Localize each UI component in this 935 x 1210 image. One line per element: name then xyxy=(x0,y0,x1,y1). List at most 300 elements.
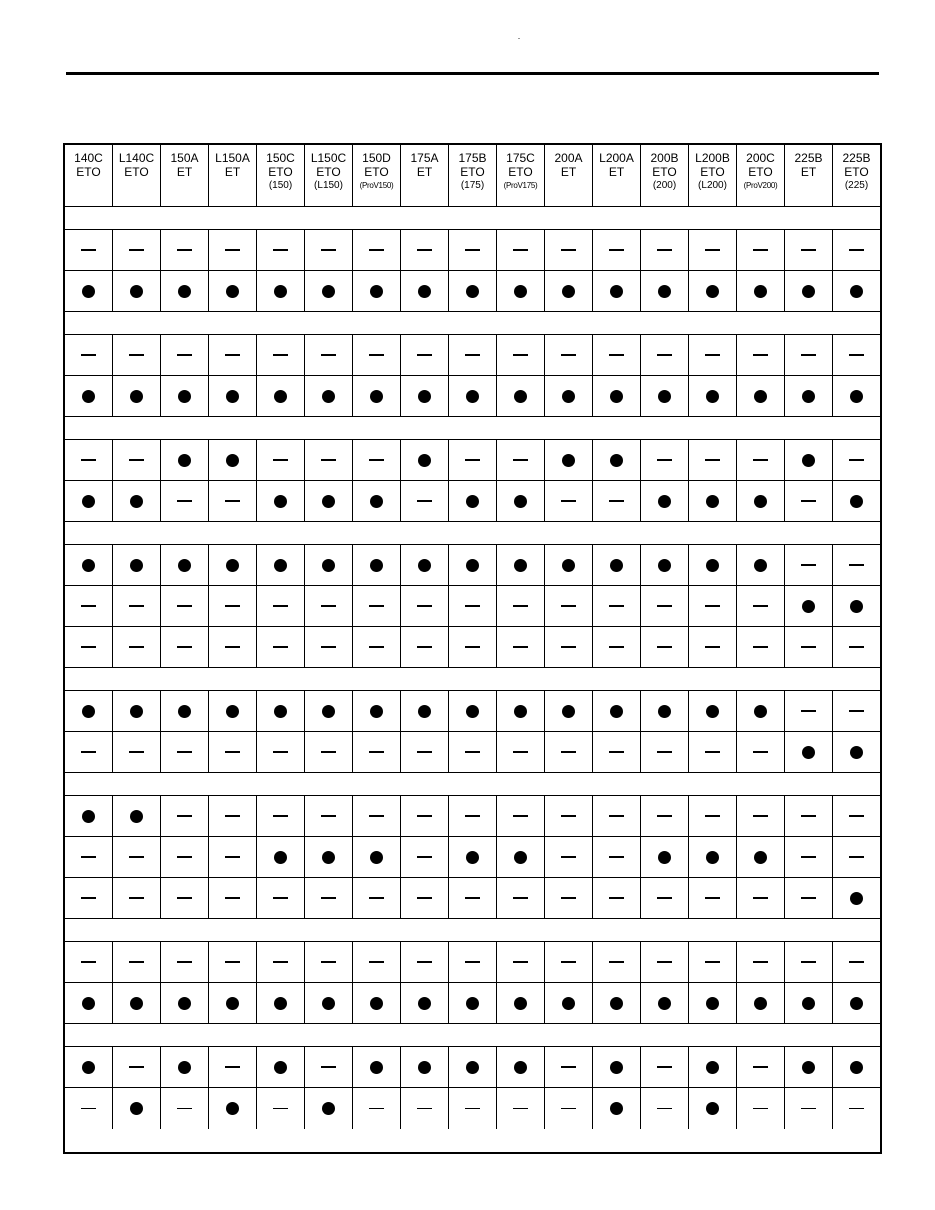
dash-icon xyxy=(369,815,384,817)
filled-dot-icon xyxy=(178,997,191,1010)
table-cell xyxy=(401,878,449,918)
table-cell xyxy=(497,481,545,521)
table-cell xyxy=(785,732,833,772)
filled-dot-icon xyxy=(418,1061,431,1074)
dash-icon xyxy=(273,354,288,356)
table-row xyxy=(65,837,880,878)
dash-icon xyxy=(417,646,432,648)
column-header-line1: 150C xyxy=(266,151,295,165)
table-row xyxy=(65,942,880,983)
table-cell xyxy=(161,983,209,1023)
table-cell xyxy=(497,942,545,982)
table-cell xyxy=(305,878,353,918)
dash-icon xyxy=(753,815,768,817)
column-header xyxy=(689,145,737,206)
table-cell xyxy=(737,1047,785,1087)
table-cell xyxy=(113,376,161,416)
dash-icon xyxy=(801,249,816,251)
table-cell xyxy=(641,440,689,480)
table-cell xyxy=(305,983,353,1023)
column-header-line2: ETO xyxy=(268,165,293,179)
dash-icon xyxy=(465,751,480,753)
table-cell xyxy=(305,1088,353,1129)
table-cell xyxy=(689,627,737,667)
column-header-line2: ETO xyxy=(76,165,101,179)
filled-dot-icon xyxy=(802,997,815,1010)
table-cell xyxy=(449,271,497,311)
table-cell xyxy=(65,230,113,270)
dash-icon xyxy=(657,605,672,607)
table-cell xyxy=(449,691,497,731)
table-cell xyxy=(497,376,545,416)
table-cell xyxy=(305,376,353,416)
table-cell xyxy=(161,942,209,982)
dash-icon xyxy=(417,856,432,858)
table-cell xyxy=(785,586,833,626)
column-header-line3: (ProV150) xyxy=(359,181,394,190)
dash-icon xyxy=(177,646,192,648)
filled-dot-icon xyxy=(658,285,671,298)
table-cell xyxy=(785,1047,833,1087)
dash-icon xyxy=(225,249,240,251)
filled-dot-icon xyxy=(322,285,335,298)
table-cell xyxy=(497,732,545,772)
table-cell xyxy=(545,837,593,877)
table-cell xyxy=(257,335,305,375)
table-cell xyxy=(545,440,593,480)
column-header-line1: 200C xyxy=(746,151,775,165)
table-cell xyxy=(785,796,833,836)
table-cell xyxy=(401,586,449,626)
filled-dot-icon xyxy=(370,851,383,864)
dash-icon xyxy=(81,459,96,461)
table-cell xyxy=(593,796,641,836)
table-cell xyxy=(65,545,113,585)
column-header-line2: ETO xyxy=(508,165,533,179)
table-cell xyxy=(641,732,689,772)
table-cell xyxy=(401,335,449,375)
dash-icon xyxy=(321,897,336,899)
dash-icon xyxy=(609,897,624,899)
dash-icon xyxy=(177,354,192,356)
table-cell xyxy=(689,732,737,772)
table-cell xyxy=(449,376,497,416)
table-cell xyxy=(641,545,689,585)
table-cell xyxy=(305,1047,353,1087)
dash-icon xyxy=(81,856,96,858)
column-header-line2: ETO xyxy=(748,165,773,179)
table-cell xyxy=(545,230,593,270)
top-rule xyxy=(66,72,879,75)
table-row xyxy=(65,627,880,668)
dash-icon xyxy=(177,249,192,251)
table-cell xyxy=(353,837,401,877)
dash-icon xyxy=(849,249,864,251)
dash-icon xyxy=(225,751,240,753)
dash-icon xyxy=(801,815,816,817)
table-cell xyxy=(833,230,880,270)
dash-icon xyxy=(417,605,432,607)
dash-icon xyxy=(513,1108,528,1110)
table-cell xyxy=(641,230,689,270)
column-header-line2: ETO xyxy=(460,165,485,179)
table-row xyxy=(65,691,880,732)
dash-icon xyxy=(801,961,816,963)
filled-dot-icon xyxy=(274,705,287,718)
filled-dot-icon xyxy=(418,454,431,467)
table-cell xyxy=(689,691,737,731)
filled-dot-icon xyxy=(754,285,767,298)
filled-dot-icon xyxy=(706,285,719,298)
dash-icon xyxy=(657,1108,672,1110)
table-cell xyxy=(449,440,497,480)
filled-dot-icon xyxy=(514,705,527,718)
table-cell xyxy=(833,376,880,416)
column-header xyxy=(257,145,305,206)
table-cell xyxy=(785,627,833,667)
filled-dot-icon xyxy=(370,1061,383,1074)
column-header-line1: L150C xyxy=(310,151,347,165)
dash-icon xyxy=(417,961,432,963)
table-cell xyxy=(449,837,497,877)
table-cell xyxy=(305,271,353,311)
dash-icon xyxy=(81,897,96,899)
filled-dot-icon xyxy=(514,390,527,403)
table-cell xyxy=(209,440,257,480)
table-cell xyxy=(353,1088,401,1129)
table-cell xyxy=(449,586,497,626)
column-header-line2: ET xyxy=(608,165,625,179)
dash-icon xyxy=(81,961,96,963)
table-cell xyxy=(353,545,401,585)
table-cell xyxy=(401,230,449,270)
filled-dot-icon xyxy=(658,851,671,864)
table-cell xyxy=(401,271,449,311)
table-cell xyxy=(737,481,785,521)
table-cell xyxy=(209,545,257,585)
filled-dot-icon xyxy=(274,390,287,403)
filled-dot-icon xyxy=(418,997,431,1010)
table-cell xyxy=(209,627,257,667)
dash-icon xyxy=(465,961,480,963)
table-cell xyxy=(65,376,113,416)
dash-icon xyxy=(129,897,144,899)
filled-dot-icon xyxy=(610,997,623,1010)
table-cell xyxy=(161,586,209,626)
dash-icon xyxy=(801,710,816,712)
table-cell xyxy=(593,942,641,982)
dash-icon xyxy=(513,249,528,251)
dash-icon xyxy=(513,897,528,899)
table-cell xyxy=(209,1088,257,1129)
dash-icon xyxy=(129,646,144,648)
table-cell xyxy=(257,691,305,731)
table-row xyxy=(65,440,880,481)
table-cell xyxy=(305,230,353,270)
table-cell xyxy=(401,796,449,836)
dash-icon xyxy=(465,605,480,607)
column-header xyxy=(209,145,257,206)
filled-dot-icon xyxy=(418,559,431,572)
dash-icon xyxy=(705,897,720,899)
filled-dot-icon xyxy=(370,559,383,572)
table-cell xyxy=(545,878,593,918)
table-cell xyxy=(209,335,257,375)
dash-icon xyxy=(273,459,288,461)
table-cell xyxy=(257,1047,305,1087)
table-cell xyxy=(401,837,449,877)
table-cell xyxy=(833,1047,880,1087)
table-cell xyxy=(785,691,833,731)
dash-icon xyxy=(513,459,528,461)
filled-dot-icon xyxy=(418,390,431,403)
table-cell xyxy=(401,1088,449,1129)
dash-icon xyxy=(609,354,624,356)
table-cell xyxy=(545,691,593,731)
dash-icon xyxy=(129,751,144,753)
table-cell xyxy=(785,878,833,918)
table-cell xyxy=(161,545,209,585)
table-cell xyxy=(257,1088,305,1129)
dash-icon xyxy=(561,249,576,251)
table-cell xyxy=(545,376,593,416)
table-cell xyxy=(257,983,305,1023)
filled-dot-icon xyxy=(706,705,719,718)
filled-dot-icon xyxy=(130,495,143,508)
table-row xyxy=(65,732,880,773)
dash-icon xyxy=(225,605,240,607)
filled-dot-icon xyxy=(562,454,575,467)
table-cell xyxy=(497,1047,545,1087)
dash-icon xyxy=(705,354,720,356)
table-cell xyxy=(449,732,497,772)
dash-icon xyxy=(561,856,576,858)
table-cell xyxy=(353,796,401,836)
table-cell xyxy=(353,732,401,772)
dash-icon xyxy=(801,1108,816,1110)
dash-icon xyxy=(753,961,768,963)
table-cell xyxy=(449,1088,497,1129)
dash-icon xyxy=(321,646,336,648)
dash-icon xyxy=(849,856,864,858)
dash-icon xyxy=(561,500,576,502)
dash-icon xyxy=(849,459,864,461)
dash-icon xyxy=(657,751,672,753)
filled-dot-icon xyxy=(562,997,575,1010)
column-header-line2: ETO xyxy=(652,165,677,179)
filled-dot-icon xyxy=(802,600,815,613)
dash-icon xyxy=(225,815,240,817)
table-cell xyxy=(449,545,497,585)
table-cell xyxy=(305,691,353,731)
table-cell xyxy=(113,627,161,667)
dash-icon xyxy=(321,751,336,753)
dash-icon xyxy=(849,1108,864,1110)
table-cell xyxy=(641,796,689,836)
section-separator xyxy=(65,522,880,545)
column-header-line3: (L150) xyxy=(314,180,343,191)
table-cell xyxy=(545,732,593,772)
filled-dot-icon xyxy=(658,559,671,572)
dash-icon xyxy=(177,856,192,858)
table-cell xyxy=(833,586,880,626)
filled-dot-icon xyxy=(514,559,527,572)
dash-icon xyxy=(81,751,96,753)
table-cell xyxy=(737,271,785,311)
table-cell xyxy=(113,1047,161,1087)
dash-icon xyxy=(753,1108,768,1110)
column-header xyxy=(113,145,161,206)
table-cell xyxy=(593,878,641,918)
section-separator xyxy=(65,668,880,691)
dash-icon xyxy=(609,961,624,963)
table-body xyxy=(65,207,880,1129)
table-cell xyxy=(785,481,833,521)
filled-dot-icon xyxy=(850,390,863,403)
filled-dot-icon xyxy=(850,746,863,759)
dash-icon xyxy=(801,354,816,356)
filled-dot-icon xyxy=(658,997,671,1010)
filled-dot-icon xyxy=(82,1061,95,1074)
table-cell xyxy=(593,1047,641,1087)
dash-icon xyxy=(657,249,672,251)
table-cell xyxy=(593,586,641,626)
table-cell xyxy=(113,335,161,375)
table-cell xyxy=(257,545,305,585)
filled-dot-icon xyxy=(754,997,767,1010)
table-cell xyxy=(449,230,497,270)
filled-dot-icon xyxy=(370,997,383,1010)
filled-dot-icon xyxy=(850,1061,863,1074)
dash-icon xyxy=(465,646,480,648)
table-cell xyxy=(257,230,305,270)
table-cell xyxy=(593,335,641,375)
table-cell xyxy=(497,837,545,877)
table-cell xyxy=(161,1047,209,1087)
dash-icon xyxy=(513,815,528,817)
dash-icon xyxy=(369,961,384,963)
table-cell xyxy=(545,1047,593,1087)
table-cell xyxy=(305,481,353,521)
column-header-line2: ET xyxy=(800,165,817,179)
dash-icon xyxy=(465,354,480,356)
table-cell xyxy=(449,481,497,521)
table-cell xyxy=(65,942,113,982)
filled-dot-icon xyxy=(322,390,335,403)
table-cell xyxy=(785,271,833,311)
table-cell xyxy=(113,1088,161,1129)
table-cell xyxy=(113,878,161,918)
filled-dot-icon xyxy=(754,390,767,403)
filled-dot-icon xyxy=(754,851,767,864)
filled-dot-icon xyxy=(706,997,719,1010)
dash-icon xyxy=(705,815,720,817)
dash-icon xyxy=(81,605,96,607)
dash-icon xyxy=(225,1066,240,1068)
dash-icon xyxy=(321,459,336,461)
table-cell xyxy=(689,942,737,982)
table-cell xyxy=(593,230,641,270)
column-header-line1: 150A xyxy=(170,151,199,165)
column-header xyxy=(833,145,880,206)
dash-icon xyxy=(177,751,192,753)
filled-dot-icon xyxy=(610,454,623,467)
filled-dot-icon xyxy=(82,390,95,403)
filled-dot-icon xyxy=(466,851,479,864)
filled-dot-icon xyxy=(610,1061,623,1074)
dash-icon xyxy=(465,1108,480,1110)
table-cell xyxy=(641,376,689,416)
table-cell xyxy=(689,1088,737,1129)
filled-dot-icon xyxy=(562,705,575,718)
filled-dot-icon xyxy=(562,390,575,403)
table-cell xyxy=(593,481,641,521)
section-separator xyxy=(65,919,880,942)
column-header xyxy=(401,145,449,206)
filled-dot-icon xyxy=(562,285,575,298)
filled-dot-icon xyxy=(802,1061,815,1074)
table-cell xyxy=(785,545,833,585)
table-cell xyxy=(257,878,305,918)
filled-dot-icon xyxy=(178,285,191,298)
dash-icon xyxy=(849,815,864,817)
filled-dot-icon xyxy=(82,997,95,1010)
dash-icon xyxy=(609,249,624,251)
filled-dot-icon xyxy=(514,997,527,1010)
dash-icon xyxy=(465,897,480,899)
table-cell xyxy=(65,1047,113,1087)
filled-dot-icon xyxy=(466,285,479,298)
table-cell xyxy=(161,732,209,772)
dash-icon xyxy=(657,961,672,963)
dash-icon xyxy=(369,459,384,461)
table-cell xyxy=(737,878,785,918)
table-cell xyxy=(833,627,880,667)
table-cell xyxy=(737,983,785,1023)
table-cell xyxy=(161,837,209,877)
table-cell xyxy=(305,732,353,772)
table-cell xyxy=(497,983,545,1023)
table-cell xyxy=(689,335,737,375)
column-header-line3: (175) xyxy=(460,180,485,191)
column-header-line1: L200A xyxy=(599,151,634,165)
filled-dot-icon xyxy=(466,1061,479,1074)
column-header xyxy=(305,145,353,206)
table-cell xyxy=(641,1088,689,1129)
dash-icon xyxy=(225,354,240,356)
column-header-line1: 140C xyxy=(74,151,103,165)
column-header-line3: (225) xyxy=(844,180,869,191)
dash-icon xyxy=(417,897,432,899)
dash-icon xyxy=(465,815,480,817)
table-cell xyxy=(737,230,785,270)
table-cell xyxy=(161,691,209,731)
filled-dot-icon xyxy=(130,997,143,1010)
table-cell xyxy=(545,335,593,375)
dash-icon xyxy=(801,564,816,566)
filled-dot-icon xyxy=(610,1102,623,1115)
dash-icon xyxy=(561,897,576,899)
table-cell xyxy=(209,586,257,626)
table-cell xyxy=(161,481,209,521)
table-cell xyxy=(737,335,785,375)
table-cell xyxy=(209,691,257,731)
table-cell xyxy=(737,796,785,836)
dash-icon xyxy=(273,815,288,817)
dash-icon xyxy=(225,961,240,963)
dash-icon xyxy=(177,961,192,963)
table-row xyxy=(65,1047,880,1088)
